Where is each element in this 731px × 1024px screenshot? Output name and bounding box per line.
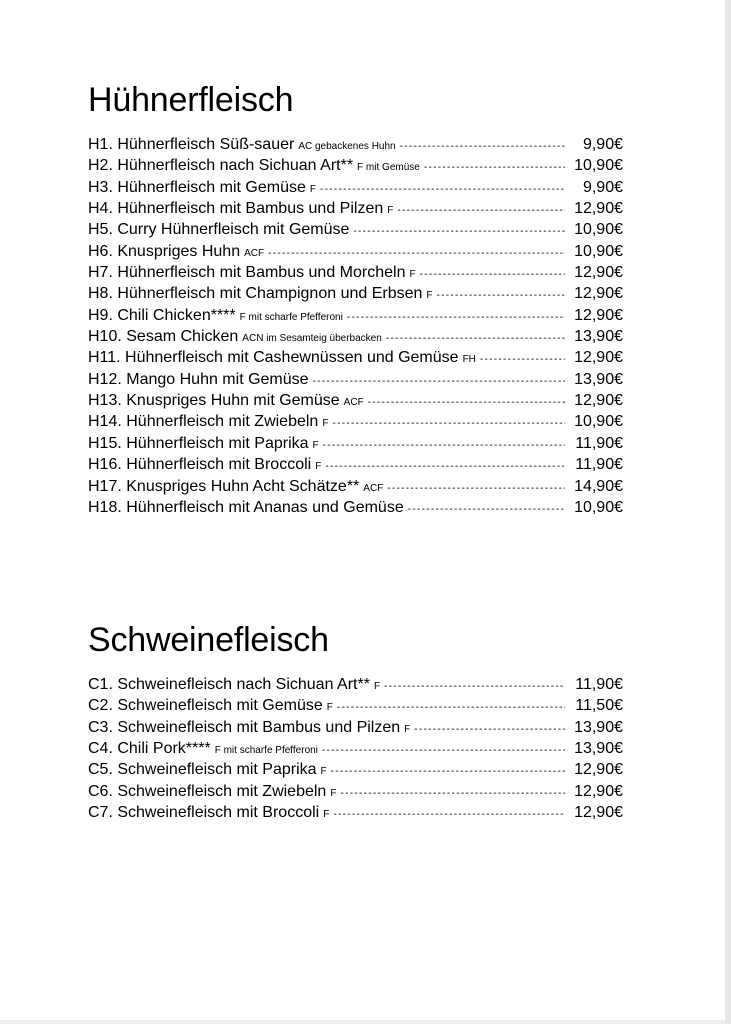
menu-item-price: 13,90€ <box>574 370 623 388</box>
menu-item-note: F mit scharfe Pfefferoni <box>239 311 343 323</box>
menu-item-price: 12,90€ <box>574 285 623 303</box>
menu-item <box>88 738 623 759</box>
dotted-leader <box>386 328 565 349</box>
menu-item-note: ACF <box>363 482 384 494</box>
menu-item-name: H3. Hühnerfleisch mit Gemüse <box>88 178 306 196</box>
menu-item <box>88 476 623 497</box>
menu-item-price: 9,90€ <box>582 178 623 196</box>
menu-item <box>88 695 623 716</box>
menu-item-name: H6. Knuspriges Huhn <box>88 242 241 260</box>
menu-item-name: H17. Knuspriges Huhn Acht Schätze** <box>88 477 360 495</box>
dotted-leader <box>437 285 565 306</box>
menu-item <box>88 305 623 326</box>
menu-item-note: F <box>320 766 327 778</box>
menu-item <box>88 326 623 347</box>
section-chicken <box>88 76 623 518</box>
menu-item-price: 13,90€ <box>574 718 623 736</box>
menu-item-price: 11,90€ <box>575 676 623 693</box>
menu-item-price: 13,90€ <box>574 740 623 758</box>
menu-item-price: 13,90€ <box>574 328 623 346</box>
menu-item-price: 12,90€ <box>574 782 623 800</box>
menu-item <box>88 177 623 198</box>
menu-item <box>88 781 623 802</box>
menu-item <box>88 347 623 368</box>
menu-item-name: H15. Hühnerfleisch mit Paprika <box>88 434 309 452</box>
menu-item-name: C6. Schweinefleisch mit Zwiebeln <box>88 782 327 800</box>
dotted-leader <box>322 740 565 761</box>
menu-item-note: ACN im Sesamteig überbacken <box>242 333 382 345</box>
menu-item-name: C7. Schweinefleisch mit Broccoli <box>88 804 320 822</box>
menu-item-name: H8. Hühnerfleisch mit Champignon und Erbsen <box>88 285 423 303</box>
menu-item <box>88 241 623 262</box>
menu-item-price: 10,90€ <box>574 221 623 239</box>
menu-item-price: 11,90€ <box>575 456 623 474</box>
menu-item <box>88 497 623 518</box>
menu-item-price: 12,90€ <box>574 392 623 410</box>
menu-item <box>88 674 623 695</box>
dotted-leader <box>347 307 565 328</box>
dotted-leader <box>313 371 565 392</box>
page-edge <box>725 0 731 1024</box>
section-pork <box>88 616 623 823</box>
menu-item-name: C4. Chili Pork**** <box>88 740 211 758</box>
menu-item-price: 12,90€ <box>574 804 623 822</box>
menu-item-name: C2. Schweinefleisch mit Gemüse <box>88 697 323 715</box>
menu-item-price: 10,90€ <box>574 242 623 260</box>
menu-item-name: H7. Hühnerfleisch mit Bambus und Morcheln <box>88 264 406 282</box>
menu-item <box>88 433 623 454</box>
menu-item-price: 10,90€ <box>574 498 623 516</box>
dotted-leader <box>353 221 565 242</box>
menu-item-price: 12,90€ <box>574 306 623 324</box>
menu-item <box>88 134 623 155</box>
menu-item <box>88 198 623 219</box>
menu-item-price: 12,90€ <box>574 761 623 779</box>
dotted-leader <box>408 499 565 520</box>
menu-item-price: 10,90€ <box>574 157 623 175</box>
menu-item-name: H10. Sesam Chicken <box>88 328 239 346</box>
menu-item <box>88 717 623 738</box>
menu-item <box>88 759 623 780</box>
menu-item-note: F mit Gemüse <box>357 162 420 174</box>
menu-item-list <box>88 674 623 823</box>
menu-item-name: H13. Knuspriges Huhn mit Gemüse <box>88 392 340 410</box>
menu-item-name: H18. Hühnerfleisch mit Ananas und Gemüse <box>88 498 404 516</box>
menu-item <box>88 802 623 823</box>
menu-item-name: H14. Hühnerfleisch mit Zwiebeln <box>88 413 319 431</box>
menu-item <box>88 369 623 390</box>
menu-item-name: C5. Schweinefleisch mit Paprika <box>88 761 317 779</box>
menu-item-name: C1. Schweinefleisch nach Sichuan Art** <box>88 676 370 693</box>
menu-item-note: F <box>404 723 411 735</box>
dotted-leader <box>340 783 565 804</box>
dotted-leader <box>424 157 565 178</box>
section-title: Schweinefleisch <box>88 621 329 659</box>
dotted-leader <box>368 392 565 413</box>
dotted-leader <box>331 761 565 782</box>
menu-item-note: FH <box>462 354 476 366</box>
menu-item-name: H1. Hühnerfleisch Süß-sauer <box>88 136 295 153</box>
dotted-leader <box>400 136 565 157</box>
menu-item-list <box>88 134 623 518</box>
dotted-leader <box>420 264 565 285</box>
menu-item-name: H12. Mango Huhn mit Gemüse <box>88 370 309 388</box>
menu-item-name: H11. Hühnerfleisch mit Cashewnüssen und Gemüse <box>88 349 459 367</box>
menu-item-note: F <box>323 809 330 821</box>
dotted-leader <box>325 456 565 477</box>
dotted-leader <box>332 413 565 434</box>
dotted-leader <box>320 179 565 200</box>
menu-item-price: 14,90€ <box>574 477 623 495</box>
menu-item <box>88 219 623 240</box>
menu-item-note: F mit scharfe Pfefferoni <box>214 745 318 757</box>
menu-item-price: 12,90€ <box>574 349 623 367</box>
menu-item-note: F <box>309 183 316 195</box>
dotted-leader <box>333 804 565 825</box>
menu-item <box>88 155 623 176</box>
menu-item-price: 11,90€ <box>575 434 623 452</box>
menu-item-note: AC gebackenes Huhn <box>298 141 396 152</box>
dotted-leader <box>384 676 565 697</box>
menu-item-price: 12,90€ <box>574 264 623 282</box>
dotted-leader <box>323 435 565 456</box>
menu-item <box>88 411 623 432</box>
dotted-leader <box>414 719 565 740</box>
menu-item-name: H16. Hühnerfleisch mit Broccoli <box>88 456 312 474</box>
menu-item-note: ACF <box>343 397 364 409</box>
menu-item-note: ACF <box>244 247 265 259</box>
menu-item-name: H9. Chili Chicken**** <box>88 306 236 324</box>
menu-item-note: F <box>373 681 381 692</box>
menu-item <box>88 262 623 283</box>
menu-item-price: 9,90€ <box>582 136 623 153</box>
menu-item-note: F <box>426 290 433 302</box>
menu-item-note: F <box>312 439 319 451</box>
menu-item-note: F <box>315 461 322 473</box>
menu-item-note: F <box>409 269 416 281</box>
dotted-leader <box>480 349 565 370</box>
menu-item-name: C3. Schweinefleisch mit Bambus und Pilzen <box>88 718 401 736</box>
menu-item-name: H2. Hühnerfleisch nach Sichuan Art** <box>88 157 354 175</box>
menu-item-price: 11,50€ <box>575 697 623 715</box>
dotted-leader <box>337 697 565 718</box>
dotted-leader <box>268 243 565 264</box>
menu-item <box>88 454 623 475</box>
menu-item-name: H5. Curry Hühnerfleisch mit Gemüse <box>88 221 350 239</box>
menu-item-price: 12,90€ <box>574 200 623 218</box>
menu-item-note: F <box>330 787 337 799</box>
menu-item <box>88 390 623 411</box>
menu-item-name: H4. Hühnerfleisch mit Bambus und Pilzen <box>88 200 384 218</box>
section-title: Hühnerfleisch <box>88 81 294 119</box>
menu-item-note: F <box>387 205 394 217</box>
menu-item-price: 10,90€ <box>574 413 623 431</box>
dotted-leader <box>387 478 565 499</box>
dotted-leader <box>397 200 565 221</box>
menu-item-note: F <box>322 418 329 430</box>
menu-item-note: F <box>326 702 333 714</box>
menu-item <box>88 283 623 304</box>
